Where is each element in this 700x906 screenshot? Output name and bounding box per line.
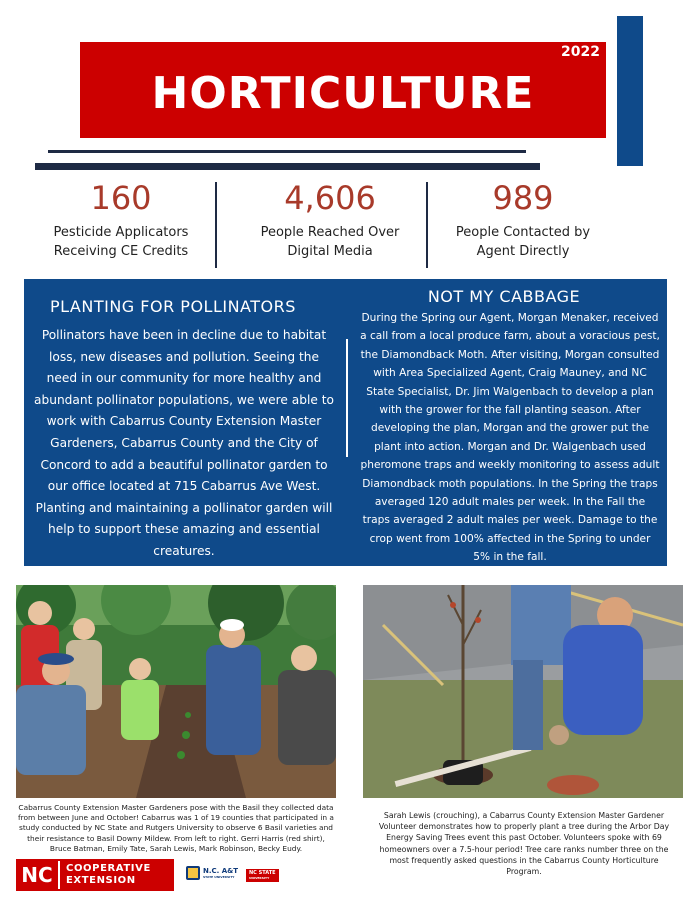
- nc-mark: NC: [16, 861, 60, 889]
- cabbage-body: During the Spring our Agent, Morgan Menaker, received a call from a local produce farm, about a voracious pest, the Diamondback Moth. After visiting, Morgan consulted with Area Specialized Agent, Craig Mauney, and NC State Specialist, Dr. Jim Walgenbach to develop a plan with the grower for the fall planting season. After developing the plan, Morgan and the grower put the plant into action. Morgan and Dr. Walgenbach used pheromone traps and weekly monitoring to assess adult Diamondback moth populations. In the Spring the traps averaged 120 adult males per week. In the Fall the traps averaged 2 adult males per week. Damage to the crop went from 100% affected in the Spring to under 5% in the fall.: [360, 312, 660, 564]
- stat-label: People Reached Over Digital Media: [260, 225, 400, 259]
- stat-label: People Contacted by Agent Directly: [455, 225, 591, 259]
- photo-caption-tree: Sarah Lewis (crouching), a Cabarrus County Extension Master Gardener Volunteer demonstrates how to properly plant a tree during the Arbor Day Energy Saving Trees event this past October. Volunteers spoke with 69 homeowners over a 7.5-hour period! Tree care ranks number three on the most frequently asked questions in the Cabarrus County Horticulture Program.: [378, 811, 670, 877]
- photo-caption-gardeners: Cabarrus County Extension Master Gardeners pose with the Basil they collected data from between June and October! Cabarrus was 1 of 19 counties that participated in a study conducted by NC State and Rutgers University to observe 6 Basil varieties and their resistance to Basil Downy Mildew. From left to right. Gerri Harris (red shirt), Bruce Batman, Emily Tate, Sarah Lewis, Mark Robinson, Becky Eudy.: [18, 803, 334, 853]
- ncat-logo: N.C. A&T STATE UNIVERSITY: [186, 866, 238, 880]
- cabbage-heading: NOT MY CABBAGE: [427, 287, 581, 306]
- stat-value: 160: [90, 179, 152, 217]
- pollinators-heading: PLANTING FOR POLLINATORS: [50, 297, 296, 316]
- stat-divider: [215, 182, 217, 268]
- nc-cooperative-extension-logo: [16, 859, 174, 891]
- stat-value: 989: [492, 179, 554, 217]
- pollinators-body: Pollinators have been in decline due to habitat loss, new diseases and pollution. Seeing the need in our community for more healthy and abundant pollinator populations, we were able to work with Cabarrus County Extension Master Gardeners, Cabarrus County and the City of Concord to add a beautiful pollinator garden to our office located at 715 Cabarrus Ave West. Planting and maintaining a pollinator garden will help to support these amazing and essential creatures.: [34, 328, 334, 558]
- decorative-blue-bar: [617, 16, 643, 166]
- stat-label: Pesticide Applicators Receiving CE Credits: [53, 225, 189, 259]
- title-banner: [80, 42, 606, 138]
- photo-master-gardeners: [16, 585, 336, 798]
- stat-digital-media: [225, 178, 435, 261]
- photo-tree-planting: [363, 585, 683, 798]
- cooperative-extension-wordmark: COOPERATIVE EXTENSION: [66, 863, 151, 886]
- ncstate-logo: NC STATE UNIVERSITY: [246, 869, 279, 882]
- stat-pesticide-applicators: [16, 178, 226, 261]
- ncat-emblem-icon: [186, 866, 200, 880]
- stat-contacted-directly: [418, 178, 628, 261]
- header-rule-thin: [48, 150, 526, 153]
- stat-value: 4,606: [284, 179, 376, 217]
- header-rule-thick: [35, 163, 540, 170]
- report-year: 2022: [561, 44, 600, 60]
- panel-divider: [346, 339, 348, 457]
- page-title: HORTICULTURE: [151, 68, 535, 119]
- stories-panel: [24, 279, 667, 566]
